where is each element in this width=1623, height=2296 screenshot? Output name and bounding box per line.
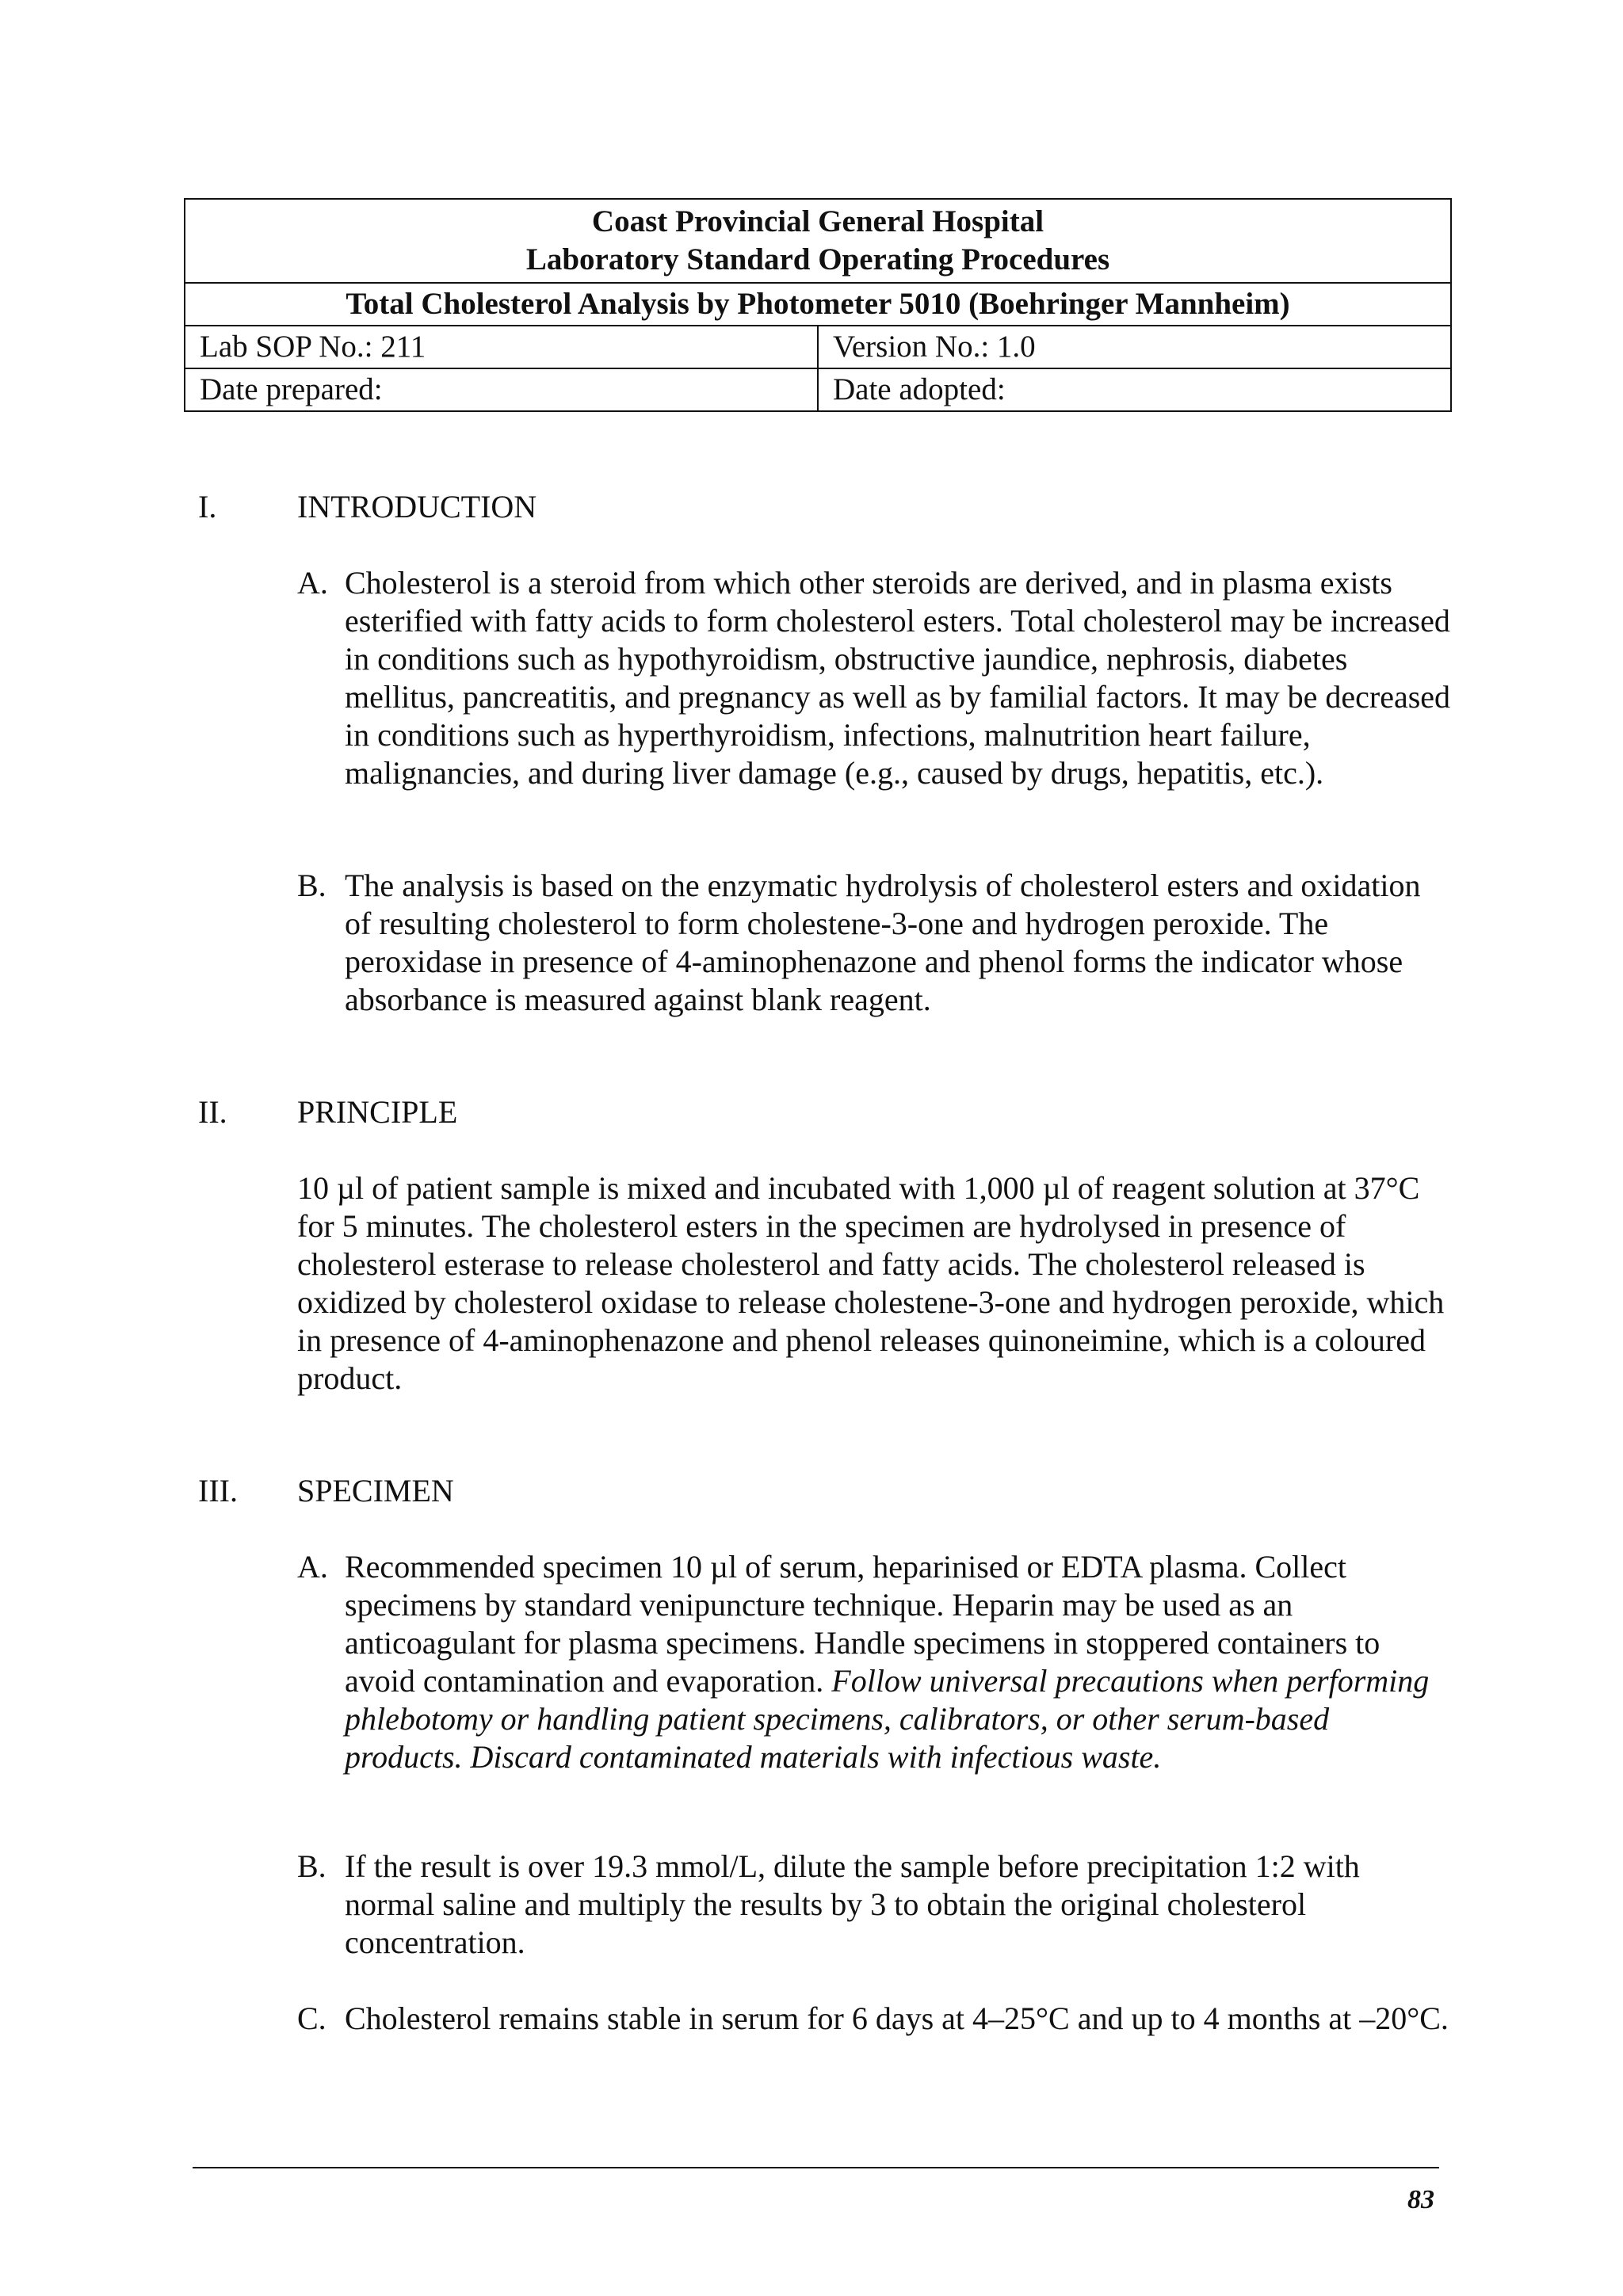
- list-item-text: Cholesterol is a steroid from which other steroids are derived, and in plasma exists esterified with fatty acids to form cholesterol esters. Total cholesterol may be increased in conditions such as hypothyroidism, obstructive jaundice, nephrosis, diabetes mellitus, pancreatitis, and pregnancy as well as by familial factors. It may be decreased in conditions such as hyperthyroidism, infections, malnutrition heart failure, malignancies, and during liver damage (e.g., caused by drugs, hepatitis, etc.).: [345, 565, 1451, 791]
- header-title-cell: [185, 199, 1451, 283]
- date-adopted: Date adopted:: [818, 368, 1451, 411]
- specimen-text: Recommended specimen 10 µl of serum, heparinised or EDTA plasma. Collect specimens by standard venipuncture technique. Heparin may be used as an anticoagulant for plasma specimens. Handle specimens in stoppered containers to avoid contamination and evaporation.: [345, 1549, 1381, 1699]
- list-item-text: Cholesterol remains stable in serum for 6 days at 4–25°C and up to 4 months at –20°C.: [345, 2000, 1449, 2036]
- list-item: [297, 2000, 1454, 2038]
- list-item-text: [345, 1548, 1454, 1776]
- page-number: 83: [1407, 2185, 1434, 2214]
- section-numeral: I.: [198, 489, 217, 524]
- list-item-text: If the result is over 19.3 mmol/L, dilute the sample before precipitation 1:2 with normal saline and multiply the results by 3 to obtain the original cholesterol concentration.: [345, 1848, 1360, 1960]
- list-item-label: B.: [297, 1848, 327, 1884]
- procedure-title: Total Cholesterol Analysis by Photometer 5010 (Boehringer Mannheim): [185, 283, 1451, 326]
- precautions-note: Follow universal precautions when performing phlebotomy or handling patient specimens, calibrators, or other serum-based products. Discard contaminated materials with infectious waste.: [345, 1663, 1430, 1775]
- list-item-label: B.: [297, 868, 327, 903]
- list-item-text: The analysis is based on the enzymatic hydrolysis of cholesterol esters and oxidation of resulting cholesterol to form cholestene-3-one and hydrogen peroxide. The peroxidase in presence of 4-aminophenazone and phenol forms the indicator whose absorbance is measured against blank reagent.: [345, 868, 1421, 1017]
- list-item-label: A.: [297, 565, 328, 601]
- sop-number: Lab SOP No.: 211: [185, 326, 818, 368]
- hospital-name: Coast Provincial General Hospital: [591, 204, 1044, 238]
- section-numeral: II.: [198, 1094, 227, 1130]
- document-subtitle: Laboratory Standard Operating Procedures: [525, 242, 1110, 277]
- section-title: PRINCIPLE: [297, 1094, 458, 1130]
- list-item: [297, 564, 1454, 792]
- section-title: INTRODUCTION: [297, 489, 537, 524]
- footer-rule: [193, 2167, 1439, 2168]
- sop-header-table: [184, 198, 1452, 412]
- date-prepared: Date prepared:: [185, 368, 818, 411]
- section-title: SPECIMEN: [297, 1473, 454, 1508]
- principle-paragraph: 10 µl of patient sample is mixed and incubated with 1,000 µl of reagent solution at 37°C for 5 minutes. The cholesterol esters in the specimen are hydrolysed in presence of cholesterol esterase to release cholesterol and fatty acids. The cholesterol released is oxidized by cholesterol oxidase to release cholestene-3-one and hydrogen peroxide, which in presence of 4-aminophenazone and phenol releases quinoneimine, which is a coloured product.: [297, 1170, 1445, 1396]
- list-item-label: A.: [297, 1549, 328, 1585]
- list-item: [297, 1548, 1454, 1776]
- list-item: [297, 867, 1454, 1019]
- list-item-label: C.: [297, 2000, 327, 2036]
- section-numeral: III.: [198, 1473, 238, 1508]
- list-item: [297, 1848, 1454, 1962]
- version-number: Version No.: 1.0: [818, 326, 1451, 368]
